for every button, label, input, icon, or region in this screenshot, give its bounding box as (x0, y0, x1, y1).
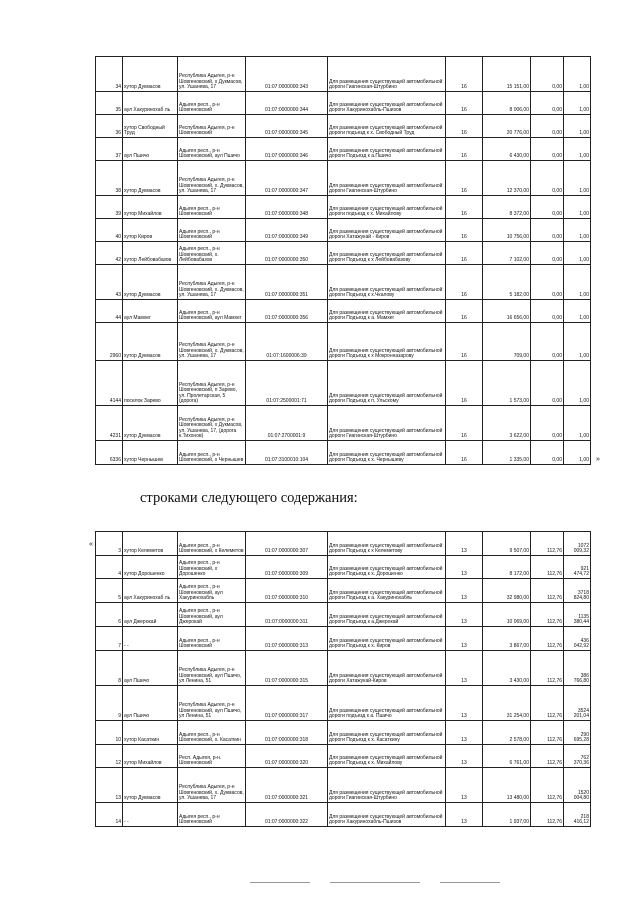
cadastral-number-cell: 01:07:0000000:309 (246, 556, 328, 579)
table-row (96, 361, 591, 406)
address-cell: Адыгея респ., р-н Шовгеновский (178, 92, 246, 115)
settlement-name-cell: хутор Дукмасов (123, 57, 178, 92)
settlement-name-cell: хутор Дукмасов (123, 323, 178, 361)
cadastral-number-cell: 01:07:0000000:311 (246, 603, 328, 627)
table-row (96, 57, 591, 92)
rate-value-cell: 0,00 (531, 219, 564, 242)
section-heading: строками следующего содержания: (140, 490, 358, 506)
permitted-use-cell: Для размещения существующей автомобильной дороги Подъезд к х Мокронназарову (328, 323, 446, 361)
settlement-name-cell: хутор Михайлов (123, 196, 178, 219)
cadastral-number-cell: 01:07:0000000:345 (246, 115, 328, 138)
rate-value-cell: 0,00 (531, 300, 564, 323)
area-value-cell: 1 335,00 (483, 441, 531, 465)
settlement-name-cell: хутор Свободный Труд (123, 115, 178, 138)
table-row (96, 627, 591, 651)
settlement-name-cell: - - (123, 627, 178, 651)
category-code-cell: 16 (446, 57, 483, 92)
table-row (96, 441, 591, 465)
table-row (96, 115, 591, 138)
cadastral-number-cell: 01:07:0000000:356 (246, 300, 328, 323)
row-number-cell: 12 (96, 745, 123, 768)
area-value-cell: 16 656,00 (483, 300, 531, 323)
category-code-cell: 13 (446, 627, 483, 651)
area-value-cell: 709,00 (483, 323, 531, 361)
cost-value-cell: 1,00 (564, 265, 591, 300)
table-row (96, 603, 591, 627)
settlement-name-cell: хутор Михайлов (123, 745, 178, 768)
cadastral-number-cell: 01:07:2700001:9 (246, 406, 328, 441)
category-code-cell: 16 (446, 138, 483, 161)
settlement-name-cell: хутор Дукмасов (123, 265, 178, 300)
category-code-cell: 16 (446, 242, 483, 265)
row-number-cell: 14 (96, 803, 123, 827)
address-cell: Республика Адыгея, р-н Шовгеновский, х. Дукмасов, ул. Ушанева, 17 (178, 265, 246, 300)
cadastral-number-cell: 01:07:0000000:322 (246, 803, 328, 827)
settlement-name-cell: хутор Келеметов (123, 532, 178, 556)
row-number-cell: 2960 (96, 323, 123, 361)
settlement-name-cell: хутор Касаткин (123, 721, 178, 745)
table-row (96, 406, 591, 441)
address-cell: Адыгея респ., р-н Шовгеновский, х Келеметов (178, 532, 246, 556)
settlement-name-cell: аул Мамхег (123, 300, 178, 323)
category-code-cell: 13 (446, 745, 483, 768)
table-row (96, 323, 591, 361)
table-row (96, 768, 591, 803)
rate-value-cell: 112,76 (531, 556, 564, 579)
cost-value-cell: 1,00 (564, 138, 591, 161)
rate-value-cell: 112,76 (531, 745, 564, 768)
address-cell: Адыгея респ., р-н Шовгеновский (178, 219, 246, 242)
cost-value-cell: 1,00 (564, 161, 591, 196)
rate-value-cell: 0,00 (531, 361, 564, 406)
table-row (96, 532, 591, 556)
permitted-use-cell: Для размещения существующей автомобильной дороги Подъезд к х Келеметову (328, 532, 446, 556)
cost-value-cell: 1135 380,44 (564, 603, 591, 627)
category-code-cell: 13 (446, 579, 483, 603)
permitted-use-cell: Для размещения существующей автомобильной дороги Хатажукай-Киров (328, 651, 446, 686)
category-code-cell: 16 (446, 161, 483, 196)
rate-value-cell: 0,00 (531, 406, 564, 441)
category-code-cell: 16 (446, 265, 483, 300)
row-number-cell: 4231 (96, 406, 123, 441)
area-value-cell: 15 151,00 (483, 57, 531, 92)
table-row (96, 265, 591, 300)
cadastral-number-cell: 01:07:0000000:315 (246, 651, 328, 686)
table-row (96, 92, 591, 115)
permitted-use-cell: Для размещения существующей автомобильной дороги Хатажукай - Киров (328, 219, 446, 242)
permitted-use-cell: Для размещения существующей автомобильной дороги подъезд к х. Свободный Труд (328, 115, 446, 138)
permitted-use-cell: Для размещения существующей автомобильной дороги Хакуринохабль-Пшизов (328, 92, 446, 115)
row-number-cell: 4 (96, 556, 123, 579)
row-number-cell: 4144 (96, 361, 123, 406)
area-value-cell: 6 761,00 (483, 745, 531, 768)
address-cell: Республика Адыгея, р-н Шовгеновский, х. Дукмасов, ул. Ушанева, 17 (178, 323, 246, 361)
area-value-cell: 5 182,00 (483, 265, 531, 300)
settlement-name-cell: хутор Чернышев (123, 441, 178, 465)
area-value-cell: 3 430,00 (483, 651, 531, 686)
address-cell: Адыгея респ., р-н Шовгеновский, х. Касаткин (178, 721, 246, 745)
settlement-name-cell: хутор Дорошенко (123, 556, 178, 579)
cost-value-cell: 1,00 (564, 57, 591, 92)
row-number-cell: 39 (96, 196, 123, 219)
address-cell: Республика Адыгея, р-н Шовгеновский, х Дукмасов, ул. Ушанева, 17, (дорога к.Тихонов) (178, 406, 246, 441)
footer-rule (330, 882, 420, 883)
area-value-cell: 3 867,00 (483, 627, 531, 651)
row-number-cell: 7 (96, 627, 123, 651)
table-row (96, 721, 591, 745)
footer-rule (250, 882, 310, 883)
cadastral-number-cell: 01:07:0000000:350 (246, 242, 328, 265)
area-value-cell: 31 254,00 (483, 686, 531, 721)
row-number-cell: 37 (96, 138, 123, 161)
row-number-cell: 38 (96, 161, 123, 196)
table-row (96, 651, 591, 686)
address-cell: Республика Адыгея, р-н Шовгеновский (178, 115, 246, 138)
cadastral-number-cell: 01:07:2500001:71 (246, 361, 328, 406)
row-number-cell: 34 (96, 57, 123, 92)
settlement-name-cell: аул Пшичо (123, 138, 178, 161)
settlement-name-cell: - - (123, 803, 178, 827)
area-value-cell: 3 622,00 (483, 406, 531, 441)
rate-value-cell: 112,76 (531, 686, 564, 721)
cost-value-cell: 1,00 (564, 406, 591, 441)
category-code-cell: 16 (446, 92, 483, 115)
category-code-cell: 13 (446, 803, 483, 827)
address-cell: Адыгея респ., р-н Шовгеновский (178, 196, 246, 219)
settlement-name-cell: аул Хакуринохаб ль (123, 579, 178, 603)
cost-value-cell: 3524 201,04 (564, 686, 591, 721)
cost-value-cell: 1,00 (564, 242, 591, 265)
table-row (96, 242, 591, 265)
address-cell: Республика Адыгея, р-н Шовгеновский, п Зарево, ул. Пролетарская, 5 (дорога) (178, 361, 246, 406)
cadastral-number-cell: 01:07:0000000:344 (246, 92, 328, 115)
area-value-cell: 2 578,00 (483, 721, 531, 745)
area-value-cell: 13 480,00 (483, 768, 531, 803)
table-row (96, 219, 591, 242)
address-cell: Адыгея респ., р-н Шовгеновский, х. Лейбовабазов (178, 242, 246, 265)
rate-value-cell: 0,00 (531, 196, 564, 219)
row-number-cell: 36 (96, 115, 123, 138)
category-code-cell: 13 (446, 556, 483, 579)
cadastral-number-cell: 01:07:0000000:313 (246, 627, 328, 651)
area-value-cell: 7 102,00 (483, 242, 531, 265)
row-number-cell: 43 (96, 265, 123, 300)
row-number-cell: 10 (96, 721, 123, 745)
cadastral-number-cell: 01:07:0000000:321 (246, 768, 328, 803)
permitted-use-cell: Для размещения существующей автомобильной дороги Подъезд к п. Ульскому (328, 361, 446, 406)
category-code-cell: 16 (446, 300, 483, 323)
settlement-name-cell: хутор Дукмасов (123, 161, 178, 196)
permitted-use-cell: Для размещения существующей автомобильной дороги Подъезд к х. Дорошенко (328, 556, 446, 579)
cost-value-cell: 218 416,12 (564, 803, 591, 827)
category-code-cell: 16 (446, 361, 483, 406)
cost-value-cell: 1,00 (564, 196, 591, 219)
permitted-use-cell: Для размещения существующей автомобильной дороги Подъезд к х. Касаткину (328, 721, 446, 745)
permitted-use-cell: Для размещения существующей автомобильной дороги Подъезд к а.Джерокай (328, 603, 446, 627)
permitted-use-cell: Для размещения существующей автомобильной дороги Подъезд к а.Пшичо (328, 138, 446, 161)
settlement-name-cell: аул Хакуринохаб ль (123, 92, 178, 115)
address-cell: Респ. Адыгея, р-н. Шовгеновский (178, 745, 246, 768)
address-cell: Адыгея респ., р-н Шовгеновский, х Чернышев (178, 441, 246, 465)
permitted-use-cell: Для размещения существующей автомобильной дороги Гиагинская-Штурбино (328, 161, 446, 196)
category-code-cell: 13 (446, 768, 483, 803)
cadastral-number-cell: 01:07:0000000:348 (246, 196, 328, 219)
row-number-cell: 35 (96, 92, 123, 115)
cost-value-cell: 1,00 (564, 219, 591, 242)
category-code-cell: 13 (446, 603, 483, 627)
table-row (96, 138, 591, 161)
cadastral-number-cell: 01:07:0000000:307 (246, 532, 328, 556)
table-row (96, 556, 591, 579)
address-cell: Адыгея респ., р-н Шовгеновский (178, 627, 246, 651)
row-number-cell: 3 (96, 532, 123, 556)
row-number-cell: 9 (96, 686, 123, 721)
area-value-cell: 8 372,00 (483, 196, 531, 219)
closing-quote-mark: » (596, 456, 600, 463)
cadastral-number-cell: 01:07:0000000:343 (246, 57, 328, 92)
rate-value-cell: 112,76 (531, 721, 564, 745)
settlement-name-cell: хутор Киров (123, 219, 178, 242)
row-number-cell: 5 (96, 579, 123, 603)
settlement-name-cell: аул Джерокай (123, 603, 178, 627)
rate-value-cell: 0,00 (531, 92, 564, 115)
footer-rule (440, 882, 500, 883)
table-row (96, 803, 591, 827)
row-number-cell: 6336 (96, 441, 123, 465)
rate-value-cell: 0,00 (531, 242, 564, 265)
permitted-use-cell: Для размещения существующей автомобильной дороги подъезд к а. Пшичо (328, 686, 446, 721)
rate-value-cell: 112,76 (531, 768, 564, 803)
area-value-cell: 12 370,00 (483, 161, 531, 196)
table-1 (95, 56, 591, 465)
address-cell: Республика Адыгея, р-н Шовгеновский, х. Дукмасов, ул. Ушанева, 17 (178, 161, 246, 196)
permitted-use-cell: Для размещения существующей автомобильной дороги Гиагинская-Штурбино (328, 57, 446, 92)
address-cell: Адыгея респ., р-н Шовгеновский, аул Джерокай (178, 603, 246, 627)
category-code-cell: 13 (446, 651, 483, 686)
rate-value-cell: 112,76 (531, 651, 564, 686)
rate-value-cell: 112,76 (531, 803, 564, 827)
area-value-cell: 8 006,00 (483, 92, 531, 115)
cost-value-cell: 1,00 (564, 115, 591, 138)
table-row (96, 579, 591, 603)
settlement-name-cell: поселок Зарево (123, 361, 178, 406)
area-value-cell: 1 937,00 (483, 803, 531, 827)
category-code-cell: 13 (446, 532, 483, 556)
cadastral-number-cell: 01:07:0000000:318 (246, 721, 328, 745)
area-value-cell: 10 069,00 (483, 603, 531, 627)
rate-value-cell: 0,00 (531, 115, 564, 138)
cadastral-number-cell: 01:07:0000000:351 (246, 265, 328, 300)
cost-value-cell: 1,00 (564, 441, 591, 465)
category-code-cell: 16 (446, 115, 483, 138)
cost-value-cell: 290 695,28 (564, 721, 591, 745)
rate-value-cell: 112,76 (531, 579, 564, 603)
address-cell: Адыгея респ., р-н Шовгеновский, аул Пшичо (178, 138, 246, 161)
cost-value-cell: 436 042,92 (564, 627, 591, 651)
cost-value-cell: 762 370,36 (564, 745, 591, 768)
cost-value-cell: 3718 824,80 (564, 579, 591, 603)
settlement-name-cell: аул Пшичо (123, 651, 178, 686)
permitted-use-cell: Для размещения существующей автомобильной дороги подъезд к х. Михайлову (328, 196, 446, 219)
category-code-cell: 13 (446, 721, 483, 745)
settlement-name-cell: аул Пшичо (123, 686, 178, 721)
rate-value-cell: 0,00 (531, 265, 564, 300)
category-code-cell: 16 (446, 441, 483, 465)
row-number-cell: 44 (96, 300, 123, 323)
permitted-use-cell: Для размещения существующей автомобильной дороги Подъезд к х. Чернышеву (328, 441, 446, 465)
table-row (96, 161, 591, 196)
cost-value-cell: 1,00 (564, 361, 591, 406)
category-code-cell: 16 (446, 196, 483, 219)
address-cell: Республика Адыгея, р-н Шовгеновский, аул Пшичо, ул Ленина, 51 (178, 686, 246, 721)
cadastral-number-cell: 01:07:3100010:104 (246, 441, 328, 465)
row-number-cell: 6 (96, 603, 123, 627)
permitted-use-cell: Для размещения существующей автомобильной дороги Подъезд к а. Хакуринохабль (328, 579, 446, 603)
area-value-cell: 9 507,00 (483, 532, 531, 556)
address-cell: Адыгея респ., р-н Шовгеновский, х Дорошенко (178, 556, 246, 579)
table-row (96, 745, 591, 768)
rate-value-cell: 112,76 (531, 532, 564, 556)
settlement-name-cell: хутор Лейбовабазов (123, 242, 178, 265)
table-row (96, 196, 591, 219)
row-number-cell: 8 (96, 651, 123, 686)
cost-value-cell: 1,00 (564, 92, 591, 115)
address-cell: Адыгея респ., р-н Шовгеновский, аул Мамхег (178, 300, 246, 323)
cadastral-number-cell: 01:07:0000000:347 (246, 161, 328, 196)
area-value-cell: 10 756,00 (483, 219, 531, 242)
permitted-use-cell: Для размещения существующей автомобильной дороги Гиагинская-Штурбино (328, 768, 446, 803)
rate-value-cell: 0,00 (531, 161, 564, 196)
cadastral-number-cell: 01:07:1600006:39 (246, 323, 328, 361)
opening-quote-mark: « (89, 541, 93, 548)
permitted-use-cell: Для размещения существующей автомобильной дороги Подъезд к х Лейбовабазову (328, 242, 446, 265)
cost-value-cell: 921 474,72 (564, 556, 591, 579)
permitted-use-cell: Для размещения существующей автомобильной дороги Подъезд к х.Чкалову (328, 265, 446, 300)
cost-value-cell: 1072 009,32 (564, 532, 591, 556)
rate-value-cell: 112,76 (531, 603, 564, 627)
settlement-name-cell: хутор Дукмасов (123, 406, 178, 441)
cadastral-number-cell: 01:07:0000000:346 (246, 138, 328, 161)
cadastral-number-cell: 01:07:0000000:349 (246, 219, 328, 242)
table-row (96, 300, 591, 323)
cost-value-cell: 1520 004,80 (564, 768, 591, 803)
category-code-cell: 13 (446, 686, 483, 721)
table-row (96, 686, 591, 721)
category-code-cell: 16 (446, 219, 483, 242)
rate-value-cell: 0,00 (531, 441, 564, 465)
area-value-cell: 20 776,00 (483, 115, 531, 138)
permitted-use-cell: Для размещения существующей автомобильной дороги Хакуринохабль-Пшизов (328, 803, 446, 827)
settlement-name-cell: хутор Дукмасов (123, 768, 178, 803)
row-number-cell: 42 (96, 242, 123, 265)
row-number-cell: 40 (96, 219, 123, 242)
table-2 (95, 531, 591, 827)
area-value-cell: 6 430,00 (483, 138, 531, 161)
address-cell: Республика Адыгея, р-н Шовгеновский, х. Дукмасов, ул. Ушанева, 17 (178, 768, 246, 803)
permitted-use-cell: Для размещения существующей автомобильной дороги Подъезд к а. Мамхег (328, 300, 446, 323)
cadastral-number-cell: 01:07:0000000:320 (246, 745, 328, 768)
rate-value-cell: 0,00 (531, 323, 564, 361)
address-cell: Республика Адыгея, р-н Шовгеновский, аул Пшичо, ул Ленина, 51 (178, 651, 246, 686)
rate-value-cell: 0,00 (531, 57, 564, 92)
address-cell: Адыгея респ., р-н Шовгеновский (178, 803, 246, 827)
address-cell: Республика Адыгея, р-н Шовгеновский, х Дукмасов, ул. Ушанева, 17 (178, 57, 246, 92)
category-code-cell: 16 (446, 406, 483, 441)
area-value-cell: 8 172,00 (483, 556, 531, 579)
permitted-use-cell: Для размещения существующей автомобильной дороги Подъезд к х. Киров (328, 627, 446, 651)
row-number-cell: 13 (96, 768, 123, 803)
cost-value-cell: 1,00 (564, 323, 591, 361)
cost-value-cell: 1,00 (564, 300, 591, 323)
cadastral-number-cell: 01:07:0000000:310 (246, 579, 328, 603)
category-code-cell: 16 (446, 323, 483, 361)
cadastral-number-cell: 01:07:0000000:317 (246, 686, 328, 721)
area-value-cell: 32 980,00 (483, 579, 531, 603)
rate-value-cell: 112,76 (531, 627, 564, 651)
rate-value-cell: 0,00 (531, 138, 564, 161)
permitted-use-cell: Для размещения существующей автомобильной дороги Гиагинская-Штурбино (328, 406, 446, 441)
area-value-cell: 1 573,00 (483, 361, 531, 406)
permitted-use-cell: Для размещения существующей автомобильной дороги Подъезд к х. Михайлову (328, 745, 446, 768)
cost-value-cell: 386 766,80 (564, 651, 591, 686)
address-cell: Адыгея респ., р-н Шовгеновский, аул Хакуринохабль (178, 579, 246, 603)
